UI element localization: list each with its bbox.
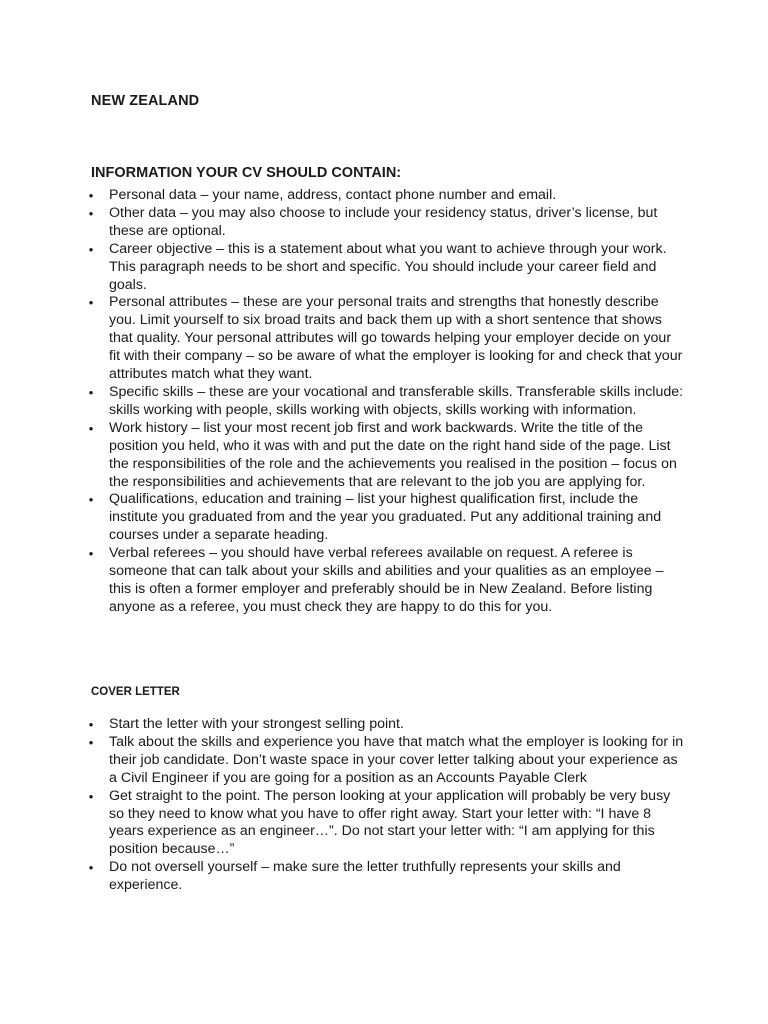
list-item: [85, 294, 685, 384]
list-item: [85, 420, 685, 492]
list-item-text: Other data – you may also choose to include your residency status, driver’s license, but these are optional.: [109, 204, 658, 239]
bullet-icon: •: [88, 492, 94, 508]
bullet-icon: •: [88, 205, 94, 221]
list-item-text: Career objective – this is a statement about what you want to achieve through your work. This paragraph needs to be short and specific. You should include your career field and goals.: [109, 240, 667, 293]
bullet-icon: •: [88, 188, 94, 203]
list-item-text: Talk about the skills and experience you have that match what the employer is looking for in their job candidate. Don’t waste space in your cover letter talking about your experience as a Civil Engineer if you are going for a position as an Accounts Payable Clerk: [109, 733, 684, 786]
list-item-text: Get straight to the point. The person looking at your application will probably be very busy so they need to know what you have to offer right away. Start your letter with: “I have 8 years experience as an engineer…”. Do not start your letter with: “I am applying for this position because…”: [109, 787, 671, 858]
bullet-icon: •: [88, 241, 94, 257]
list-item-text: Personal attributes – these are your personal traits and strengths that honestly describe you. Limit yourself to six broad traits and back them up with a short sentence that shows that quality. Your personal attributes will go towards helping your employer decide on your fit with their company – so be aware of what the employer is looking for and check that your attributes match what they want.: [109, 294, 683, 383]
list-item: [85, 491, 685, 545]
bullet-icon: •: [88, 384, 94, 400]
list-item: [85, 734, 685, 788]
cv-contents-list: [85, 187, 685, 617]
bullet-icon: •: [88, 420, 94, 436]
list-item-text: Personal data – your name, address, contact phone number and email.: [109, 187, 557, 203]
list-item: [85, 716, 685, 734]
list-item: [85, 384, 685, 420]
list-item-text: Work history – list your most recent job first and work backwards. Write the title of the position you held, who it was with and put the date on the right hand side of the page. List the responsibilities of the role and the achievements you realised in the position – focus on the responsibilities and achievements that are relevant to the job you are applying for.: [109, 419, 677, 490]
list-item-text: Start the letter with your strongest selling point.: [109, 716, 404, 732]
list-item: [85, 205, 685, 241]
list-item: [85, 241, 685, 295]
bullet-icon: •: [88, 734, 94, 750]
list-item-text: Do not oversell yourself – make sure the letter truthfully represents your skills and experience.: [109, 859, 621, 894]
list-item-text: Qualifications, education and training – list your highest qualification first, include the institute you graduated from and the year you graduated. Put any additional training and courses under a separate heading.: [109, 491, 662, 544]
bullet-icon: •: [88, 860, 94, 876]
bullet-icon: •: [88, 717, 94, 732]
cv-section-heading: INFORMATION YOUR CV SHOULD CONTAIN:: [91, 165, 402, 181]
bullet-icon: •: [88, 788, 94, 804]
list-item: [85, 859, 685, 895]
list-item: [85, 545, 685, 617]
list-item: [85, 788, 685, 860]
country-heading: NEW ZEALAND: [91, 93, 200, 109]
cover-letter-heading: COVER LETTER: [91, 686, 180, 698]
cover-letter-list: [85, 716, 685, 895]
list-item-text: Verbal referees – you should have verbal referees available on request. A referee is someone that can talk about your skills and abilities and your qualities as an employee – this is often a former employer and preferably should be in New Zealand. Before listing anyone as a referee, you must check they are happy to do this for you.: [109, 545, 664, 615]
list-item: [85, 187, 685, 205]
bullet-icon: •: [88, 546, 94, 562]
bullet-icon: •: [88, 295, 94, 311]
list-item-text: Specific skills – these are your vocational and transferable skills. Transferable skills include: skills working with people, skills working with objects, skills working with information.: [109, 383, 684, 418]
